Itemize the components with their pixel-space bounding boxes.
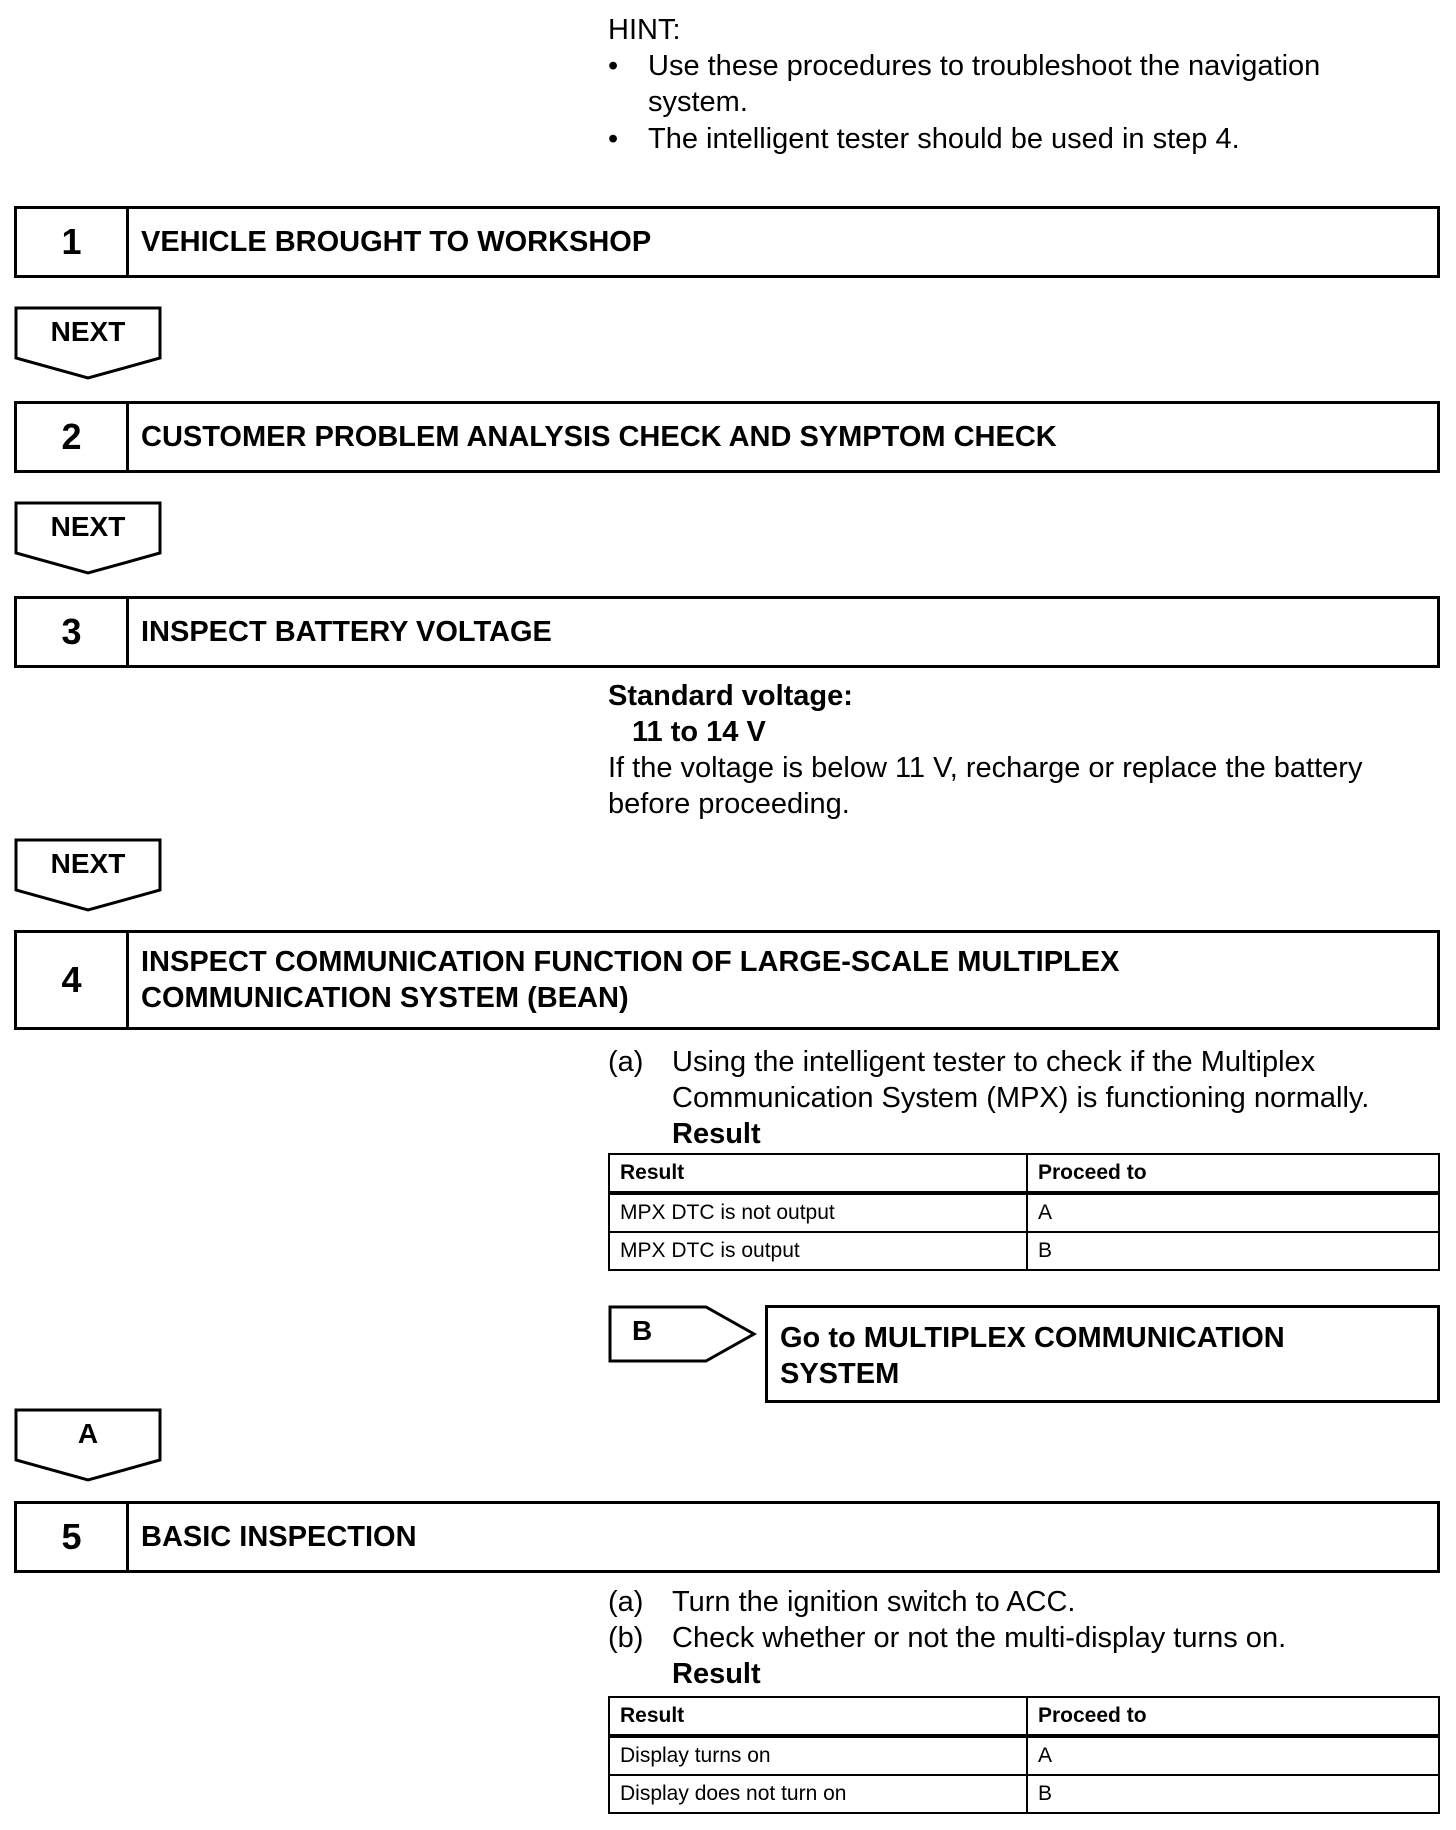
hint-label: HINT:	[608, 14, 681, 46]
table-header-cell: Result	[609, 1697, 1027, 1736]
bullet-glyph: •	[608, 50, 619, 82]
table-row	[609, 1736, 1439, 1775]
step5-result-heading: Result	[672, 1658, 761, 1690]
step-title-line2: COMMUNICATION SYSTEM (BEAN)	[141, 982, 629, 1014]
step5-b-marker: (b)	[608, 1622, 644, 1654]
step-5-header	[14, 1501, 1440, 1573]
step-number: 5	[17, 1504, 129, 1570]
table-cell: MPX DTC is not output	[609, 1193, 1027, 1232]
step5-b-text: Check whether or not the multi-display turns on.	[672, 1622, 1287, 1654]
voltage-note-line2: before proceeding.	[608, 788, 850, 820]
step-number: 3	[17, 599, 129, 665]
hint-bullet-1-line2: system.	[648, 86, 748, 118]
branch-b-arrow	[608, 1305, 758, 1363]
table-header-row	[609, 1154, 1439, 1193]
step-number: 1	[17, 209, 129, 275]
next-arrow-3	[14, 838, 162, 912]
step-title: VEHICLE BROUGHT TO WORKSHOP	[141, 226, 652, 258]
voltage-note-line1: If the voltage is below 11 V, recharge or replace the battery	[608, 752, 1363, 784]
branch-a-label: A	[77, 1418, 99, 1449]
step-title: INSPECT BATTERY VOLTAGE	[141, 616, 552, 648]
table-header-cell: Result	[609, 1154, 1027, 1193]
standard-voltage-value: 11 to 14 V	[632, 716, 766, 748]
step-number: 4	[17, 933, 129, 1027]
step-title	[141, 933, 1427, 1027]
table-row	[609, 1193, 1439, 1232]
hint-bullet-1-line1: Use these procedures to troubleshoot the navigation	[648, 50, 1321, 82]
step-title: CUSTOMER PROBLEM ANALYSIS CHECK AND SYMPTOM CHECK	[141, 421, 1057, 453]
branch-b-target-box	[765, 1305, 1440, 1403]
step-title-line1: INSPECT COMMUNICATION FUNCTION OF LARGE-SCALE MULTIPLEX	[141, 946, 1120, 978]
bullet-glyph: •	[608, 123, 619, 155]
table-header-cell: Proceed to	[1027, 1154, 1439, 1193]
step4-result-table	[608, 1153, 1440, 1271]
step-3-header	[14, 596, 1440, 668]
table-cell: B	[1027, 1775, 1439, 1813]
table-cell: A	[1027, 1193, 1439, 1232]
branch-b-target-line1: Go to MULTIPLEX COMMUNICATION	[780, 1322, 1285, 1354]
step5-result-table	[608, 1696, 1440, 1814]
table-header-cell: Proceed to	[1027, 1697, 1439, 1736]
next-arrow-2	[14, 501, 162, 575]
next-label: NEXT	[50, 316, 126, 347]
next-label: NEXT	[50, 511, 126, 542]
step5-a-text: Turn the ignition switch to ACC.	[672, 1586, 1076, 1618]
step-number: 2	[17, 404, 129, 470]
standard-voltage-label: Standard voltage:	[608, 680, 853, 712]
branch-b-target-line2: SYSTEM	[780, 1358, 900, 1390]
table-row	[609, 1232, 1439, 1270]
step-1-header	[14, 206, 1440, 278]
hint-bullet-2-text: The intelligent tester should be used in step 4.	[648, 123, 1240, 155]
table-cell: Display does not turn on	[609, 1775, 1027, 1813]
branch-a-arrow	[14, 1408, 162, 1482]
step-2-header	[14, 401, 1440, 473]
right-arrow-icon	[608, 1305, 758, 1363]
table-cell: A	[1027, 1736, 1439, 1775]
table-row	[609, 1775, 1439, 1813]
next-arrow-1	[14, 306, 162, 380]
table-cell: B	[1027, 1232, 1439, 1270]
step4-result-heading: Result	[672, 1118, 761, 1150]
step-4-header	[14, 930, 1440, 1030]
step4-a-line2: Communication System (MPX) is functioning normally.	[672, 1082, 1370, 1114]
table-cell: Display turns on	[609, 1736, 1027, 1775]
step4-a-line1: Using the intelligent tester to check if the Multiplex	[672, 1046, 1316, 1078]
next-label: NEXT	[50, 848, 126, 879]
table-header-row	[609, 1697, 1439, 1736]
branch-b-label: B	[632, 1315, 653, 1346]
step4-a-marker: (a)	[608, 1046, 644, 1078]
table-cell: MPX DTC is output	[609, 1232, 1027, 1270]
step5-a-marker: (a)	[608, 1586, 644, 1618]
step-title: BASIC INSPECTION	[141, 1521, 417, 1553]
